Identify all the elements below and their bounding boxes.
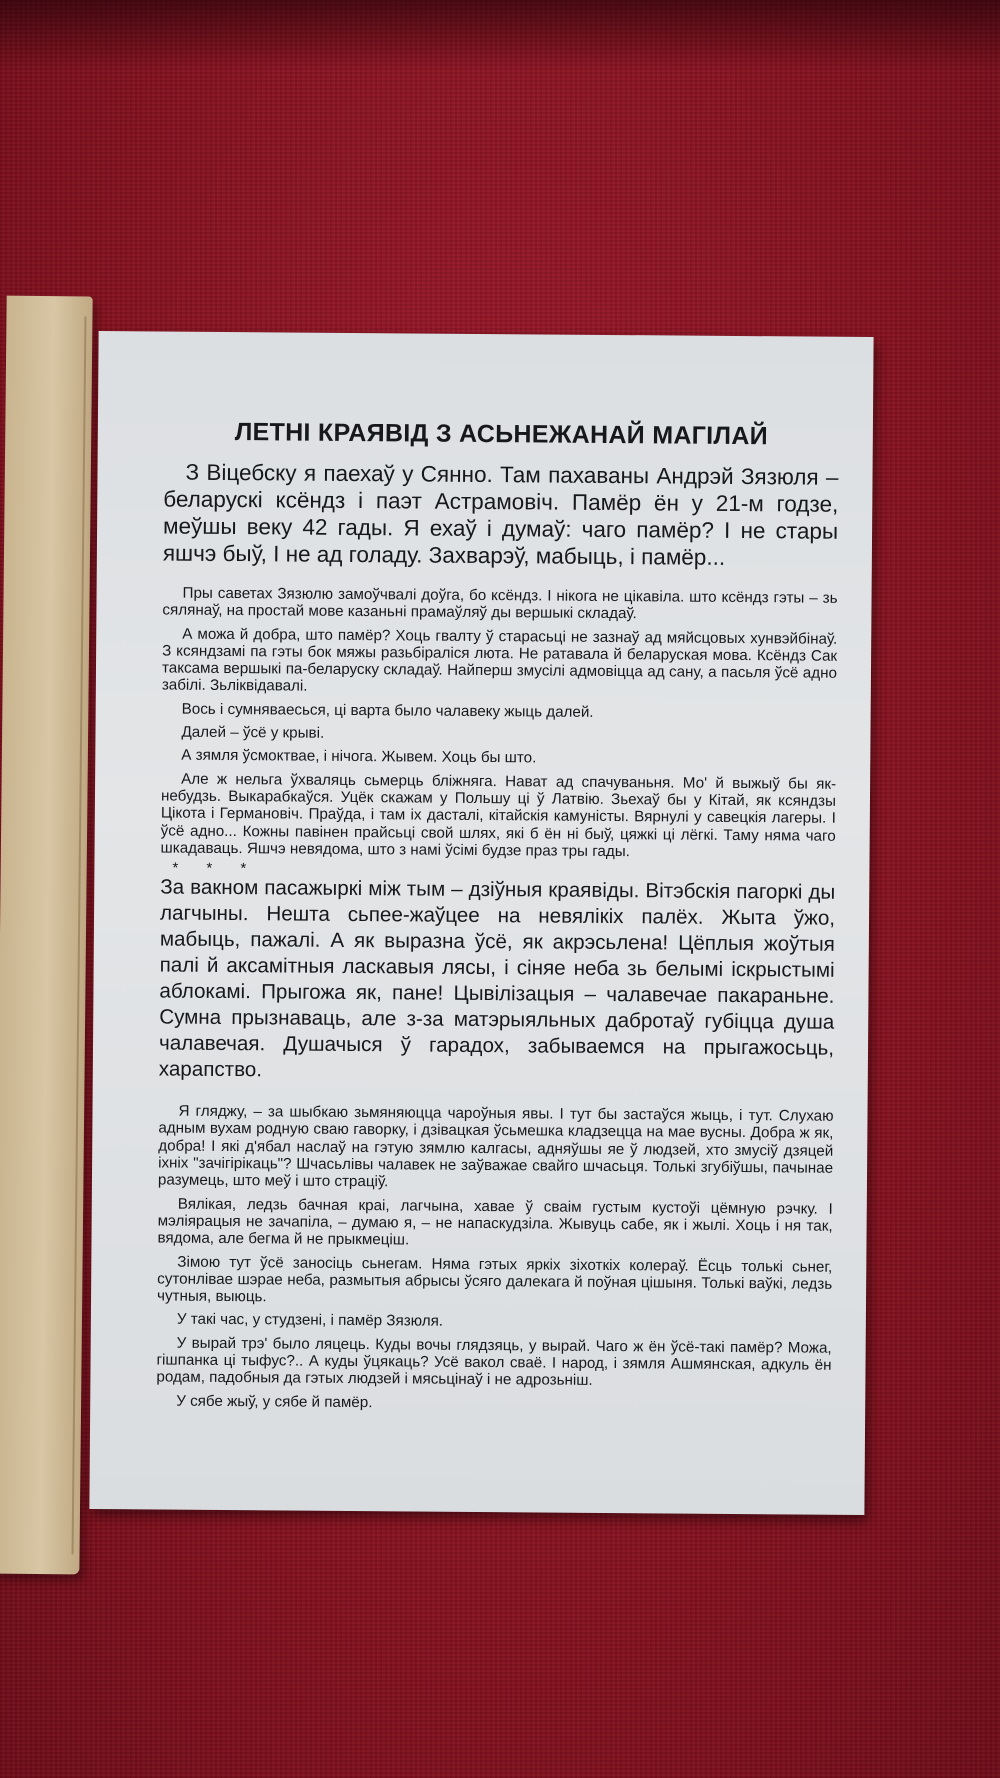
- body-paragraph: Вось і сумняваесься, ці варта было чалавеку жыць далей.: [181, 700, 594, 721]
- printed-page: [89, 331, 873, 1515]
- body-paragraph: Вялікая, ледзь бачная краі, лагчына, хавае ў сваім густым кустоўі цёмную рэчку. І мэліярацыя не зачапіла, – думаю я, – не напаскудзіла. Жывуць сабе, як і жылі. Хоць і ня так, вядома, але бегма й не прыкмеціш.: [157, 1195, 833, 1249]
- body-paragraph: У вырай трэ' было ляцець. Куды вочы глядзяць, у вырай. Чаго ж ён ўсё-такі памёр? Можа, гішпанка ці тыфус?.. А куды ўцякаць? Усё вакол сваё. І народ, і зямля Ашмянская, адкуль ён родам, падобныя да гэтых людзей і мясьцінаў і не адрозьніш.: [156, 1334, 832, 1390]
- page-title: ЛЕТНІ КРАЯВІД З АСЬНЕЖАНАЙ МАГІЛАЙ: [234, 418, 769, 451]
- body-paragraph: А зямля ўсмоктвае, і нічога. Жывем. Хоць бы што.: [181, 747, 537, 767]
- body-paragraph: А можа й добра, што памёр? Хоць гвалту ў старасьці не зазнаў ад мяйсцовых хунвэйбінаў. З ксяндзамі па гэты бок мяжы разьбіраліся люта. Не ратавала й беларуская мова. Ксёндз Сак таксама вершыкі па-беларуску складаў. Найперш змусілі адмовіцца ад сану, а пасьля ўсё адно забілі. Зьліквідавалі.: [161, 625, 838, 696]
- body-paragraph: Далей – ўсё у крыві.: [181, 723, 325, 742]
- lead-paragraph: З Віцебску я паехаў у Сянно. Там пахаваны Андрэй Зязюля – беларускі ксёндз і паэт Астрамовіч. Памёр ён у 21-м годзе, меўшы веку 42 гады. Я ехаў і думаў: чаго памёр? І не стары яшчэ быў, І не ад голаду. Захварэў, мабыць, і памёр...: [162, 459, 839, 570]
- book-cover-edge: [0, 296, 93, 1575]
- body-paragraph: У сябе жыў, у сябе й памёр.: [176, 1392, 373, 1411]
- second-lead-paragraph: За вакном пасажыркі між тым – дзіўныя краявіды. Вітэбскія пагоркі ды лагчыны. Нешта сьпее-жаўцее на невялікіх палёх. Жыта ўжо, мабыць, пажалі. А як выразна ўсё, як акрэсьлена! Цёплыя жоўтыя палі й аксамітныя ласкавыя лясы, і сіняе неба зь белымі іскрыстымі аблокамі. Прыгожа як, пане! Цывілізацыя – чалавечае пакараньне. Сумна прызнаваць, але з-за матэрыяльных дабротаў губіцца душа чалавечая. Душачыся ў гарадох, забываемся на прыгажосьць, харапство.: [158, 875, 836, 1082]
- section-separator: * * *: [172, 859, 259, 878]
- body-paragraph: Я гляджу, – за шыбкаю зьмяняюцца чароўныя явы. І тут бы застаўся жыць, і тут. Слухаю адным вухам родную сваю гаворку, і дзівацкая ўсьмешка кладзецца на мае вусны. Добра ж як, добра! І які д'ябал наслаў на гэтую зямлю калгасы, адняўшы яе ў людзей, хто змусіў дзяцей іхніх "зачігірікаць"? Шчасьлівы чалавек не заўважае свайго шчасьця. Толькі згубіўшы, пачынае разумець, што меў і што страціў.: [157, 1102, 834, 1191]
- body-paragraph: У такі час, у студзені, і памёр Зязюля.: [176, 1311, 444, 1331]
- body-paragraph: Пры саветах Зязюлю замоўчвалі доўга, бо ксёндз. І нікога не цікавіла. што ксёндз гэты – зь сялянаў, на простай мове казаньні прамаўляў ды вершыкі складаў.: [162, 584, 838, 623]
- body-paragraph: Але ж нельга ўхваляць сьмерць бліжняга. Нават ад спачуваньня. Мо' й выжыў бы як-небудзь. Выкарабкаўся. Уцёк скажам у Польшу ці ў Латвію. Зьехаў бы у Кітай, як ксяндзы Цікота і Германовіч. Праўда, і там іх дасталі, кітайскія камуністы. Вярнулі у савецкія лагеры. І ўсё адно... Кожны павінен прайсьці свой шлях, які б ён ні быў, цяжкі ці лёгкі. Таму няма чаго шкадаваць. Яшчэ невядома, што з намі ўсімі будзе праз тры гады.: [160, 770, 837, 861]
- body-paragraph: Зімою тут ўсё заносіць сьнегам. Няма гэтых яркіх зіхоткіх колераў. Ёсць толькі сьнег, сутонлівае шэрае неба, размытыя абрысы ўсяго далекага й поўная цішыня. Толькі ваўкі, ледзь чутныя, выюць.: [156, 1253, 833, 1306]
- tablecloth-shadow: [0, 0, 1000, 70]
